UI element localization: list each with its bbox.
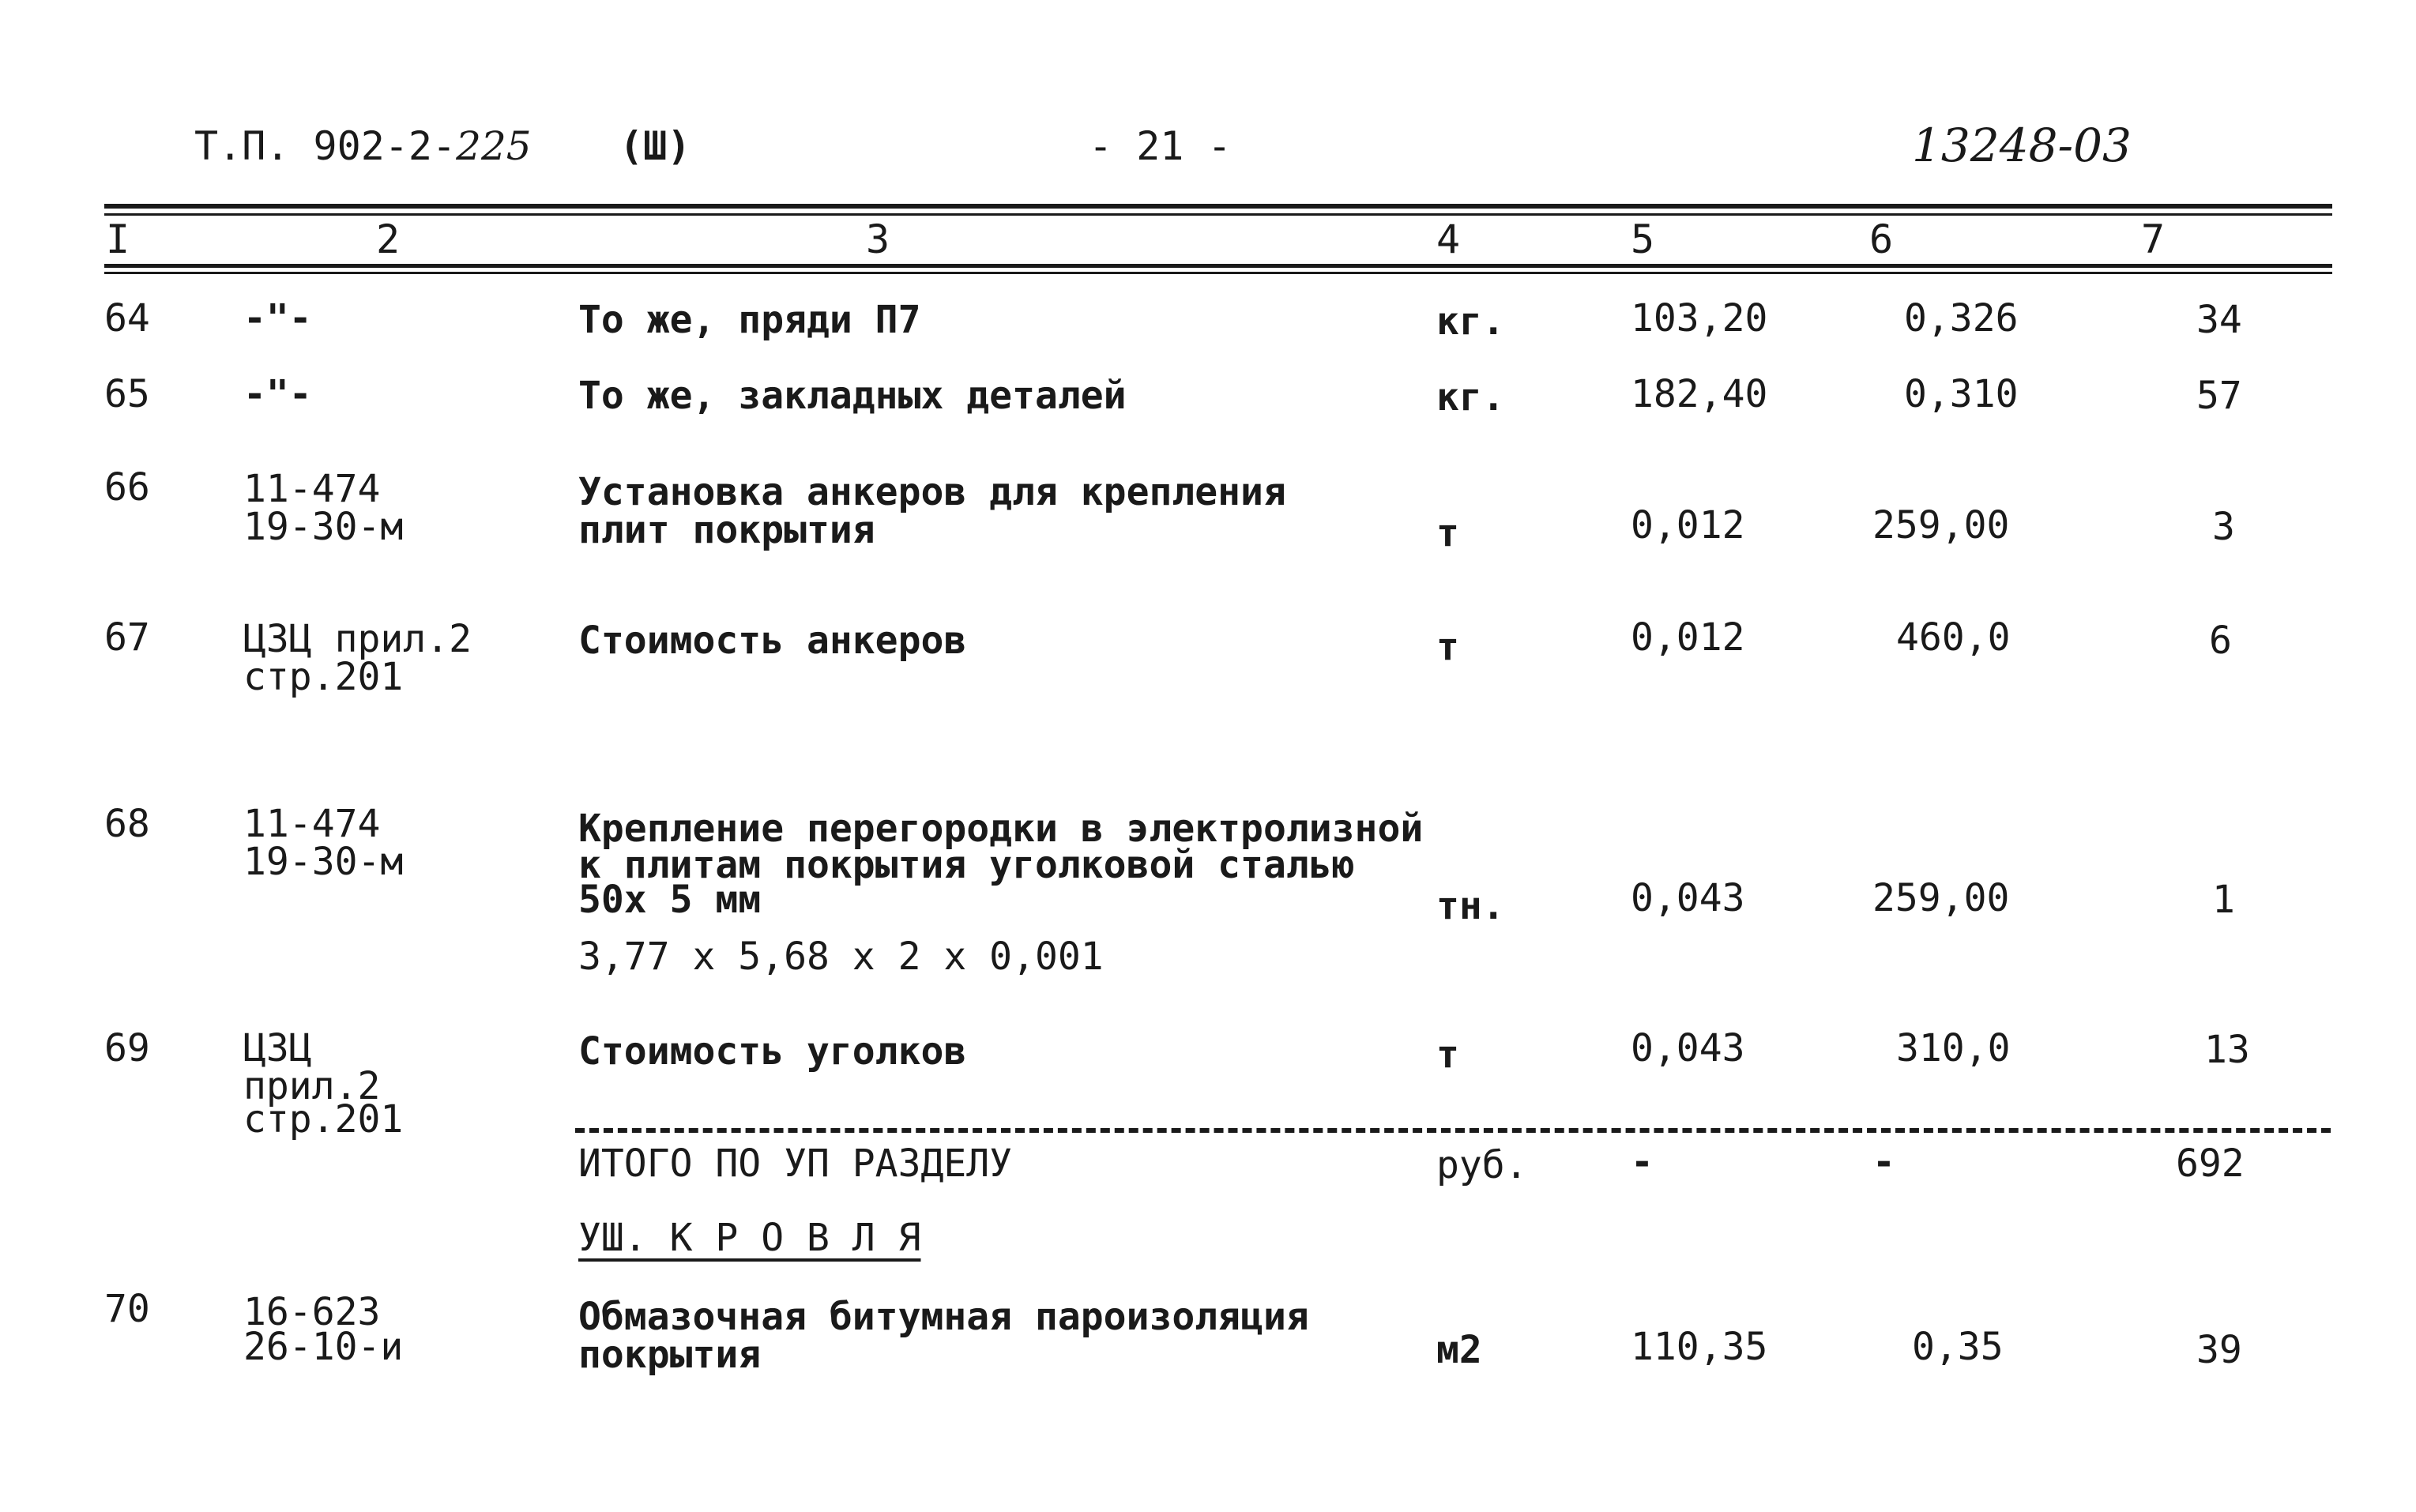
subtotal-separator [575,1128,2331,1133]
row-69-price: 310,0 [1896,1026,2011,1070]
col-6-header: 6 [1869,216,1894,262]
row-70-price: 0,35 [1912,1325,2004,1369]
row-66-total: 3 [2212,505,2235,549]
row-70-no: 70 [104,1287,150,1331]
row-66-code-2: 19-30-м [243,505,404,549]
subtotal-label: ИТОГО ПО УП РАЗДЕЛУ [578,1142,1013,1186]
row-70-desc-2: покрытия [578,1333,762,1377]
row-69-total: 13 [2204,1028,2250,1072]
row-67-price: 460,0 [1896,615,2011,660]
col-3-header: 3 [866,216,890,262]
row-65-total: 57 [2196,374,2242,418]
subtotal-qty: - [1631,1140,1654,1184]
row-66-no: 66 [104,465,150,510]
col-1-header: I [106,216,130,262]
row-70-desc-1: Обмазочная битумная пароизоляция [578,1295,1309,1339]
row-65-qty: 182,40 [1631,372,1768,416]
row-65-price: 0,310 [1904,372,2019,416]
row-66-desc-2: плит покрытия [578,508,875,552]
top-rule-2 [104,213,2332,216]
row-69-code-3: стр.201 [243,1097,404,1142]
row-64-no: 64 [104,296,150,340]
page-number: - 21 - [1089,123,1232,169]
row-64-code: -"- [243,296,312,340]
row-66-qty: 0,012 [1631,503,1745,547]
col-5-header: 5 [1631,216,1655,262]
row-68-desc-2: к плитам покрытия уголковой сталью [578,843,1355,887]
row-68-code-1: 11-474 [243,802,381,846]
row-69-qty: 0,043 [1631,1026,1745,1070]
row-68-total: 1 [2212,878,2235,922]
row-68-code-2: 19-30-м [243,840,404,884]
row-70-code-1: 16-623 [243,1290,381,1334]
row-69-unit: т [1436,1032,1459,1077]
top-rule-1 [104,204,2332,209]
header-rule-2 [104,272,2332,274]
col-7-header: 7 [2141,216,2166,262]
row-64-price: 0,326 [1904,296,2019,340]
row-68-desc-1: Крепление перегородки в электролизной [578,807,1424,851]
section-title: УШ. К Р О В Л Я [578,1216,921,1260]
subtotal-total: 692 [2176,1142,2245,1186]
row-65-no: 65 [104,372,150,416]
row-64-unit: кг. [1436,299,1505,344]
row-69-code-1: ЦЗЦ [243,1026,312,1070]
row-68-desc-3: 50х 5 мм [578,878,762,922]
row-70-qty: 110,35 [1631,1325,1768,1369]
subtotal-unit: руб. [1436,1143,1528,1187]
row-69-code-2: прил.2 [243,1064,381,1108]
header-rule-1 [104,264,2332,268]
archive-number: 13248-03 [1912,118,2132,172]
subtotal-price: - [1872,1140,1895,1184]
row-67-no: 67 [104,615,150,660]
row-70-total: 39 [2196,1328,2242,1372]
row-68-unit: тн. [1436,884,1505,928]
row-67-unit: т [1436,625,1459,669]
row-66-price: 259,00 [1872,503,2010,547]
doc-code [194,123,532,169]
row-67-desc: Стоимость анкеров [578,619,967,663]
row-69-no: 69 [104,1026,150,1070]
row-70-code-2: 26-10-и [243,1325,404,1369]
col-4-header: 4 [1436,216,1461,262]
row-67-code-2: стр.201 [243,655,404,699]
row-65-unit: кг. [1436,375,1505,419]
doc-code-prefix: Т.П. 902-2- [194,123,457,169]
row-66-unit: т [1436,511,1459,555]
row-64-total: 34 [2196,298,2242,342]
row-66-desc-1: Установка анкеров для крепления [578,470,1286,514]
row-64-desc: То же, пряди П7 [578,298,921,342]
row-65-code: -"- [243,372,312,416]
row-68-qty: 0,043 [1631,876,1745,920]
row-64-qty: 103,20 [1631,296,1768,340]
row-67-total: 6 [2209,619,2232,663]
volume-label: (Ш) [619,123,691,169]
row-70-unit: м2 [1436,1328,1482,1372]
row-68-no: 68 [104,802,150,846]
row-67-code-1: ЦЗЦ прил.2 [243,617,472,661]
row-69-desc: Стоимость уголков [578,1029,967,1074]
col-2-header: 2 [376,216,401,262]
doc-code-suffix: 225 [456,123,532,169]
row-68-price: 259,00 [1872,876,2010,920]
row-68-formula: 3,77 х 5,68 х 2 х 0,001 [578,935,1104,979]
row-67-qty: 0,012 [1631,615,1745,660]
row-66-code-1: 11-474 [243,467,381,511]
row-65-desc: То же, закладных деталей [578,374,1127,418]
